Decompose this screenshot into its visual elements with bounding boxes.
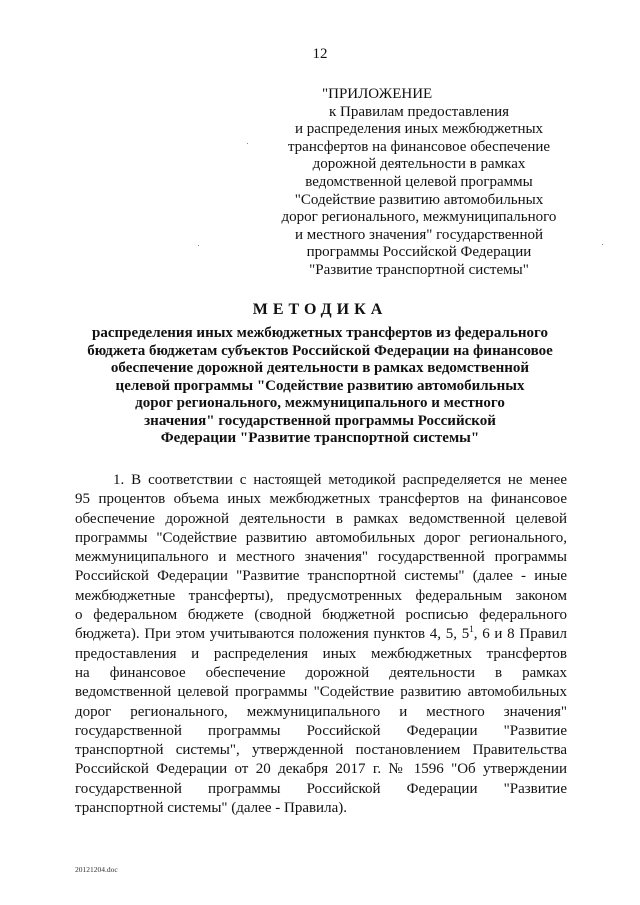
superscript: 1: [469, 624, 474, 635]
appendix-header: [264, 86, 574, 280]
appendix-line: к Правилам предоставления: [328, 103, 510, 120]
body-line: ведомственной целевой программы "Содействие развитию автомобильных: [75, 684, 567, 701]
body-line-text: , 6 и 8 Правил: [473, 626, 567, 643]
subtitle-line: распределения иных межбюджетных трансфертов из федерального: [92, 325, 548, 341]
body-paragraph-1: [75, 471, 567, 818]
scan-speck: [602, 244, 603, 245]
scan-speck: [198, 245, 199, 246]
scan-speck: [247, 143, 248, 144]
body-line: обеспечение дорожной деятельности в рамках ведомственной целевой: [75, 510, 567, 527]
footer-file-code: 20121204.doc: [75, 865, 118, 874]
body-line: 1. В соответствии с настоящей методикой распределяется не менее: [113, 472, 567, 488]
document-title: МЕТОДИКА: [252, 301, 388, 318]
body-line: государственной программы Российской Федерации "Развитие: [75, 722, 567, 739]
body-line-text: бюджета). При этом учитываются положения пунктов 4, 5, 5: [75, 626, 470, 643]
subtitle-line: целевой программы "Содействие развитию автомобильных: [115, 377, 525, 394]
appendix-line: дорожной деятельности в рамках: [312, 156, 526, 173]
body-line: [75, 625, 567, 644]
body-line: транспортной системы", утвержденной постановлением Правительства: [75, 742, 567, 759]
body-line: межмуниципального и местного значения" государственной программы: [75, 549, 567, 566]
body-line: программы "Содействие развитию автомобильных дорог регионального,: [75, 529, 567, 546]
subtitle-line: Федерации "Развитие транспортной системы": [160, 430, 480, 446]
appendix-line: программы Российской Федерации: [306, 244, 532, 261]
appendix-line: "Содействие развитию автомобильных: [294, 191, 544, 208]
subtitle-line: дорог регионального, межмуниципального и местного: [135, 395, 505, 411]
body-line: межбюджетные трансферты), предусмотренных федеральным законом: [75, 587, 567, 604]
subtitle-line: бюджета бюджетам субъектов Российской Федерации на финансовое: [87, 342, 553, 359]
page-number: 12: [312, 46, 328, 62]
appendix-line: "Развитие транспортной системы": [309, 261, 529, 278]
appendix-line: ведомственной целевой программы: [305, 173, 533, 190]
body-line: о федеральном бюджете (сводной бюджетной росписью федерального: [75, 607, 567, 624]
appendix-title: "ПРИЛОЖЕНИЕ: [322, 86, 433, 102]
subtitle-line: значения" государственной программы Российской: [144, 412, 496, 429]
body-line: государственной программы Российской Федерации "Развитие: [75, 780, 567, 797]
subtitle-line: обеспечение дорожной деятельности в рамках ведомственной: [110, 360, 530, 376]
body-line: Российской Федерации "Развитие транспортной системы" (далее - иные: [75, 568, 567, 585]
document-subtitle: [60, 325, 580, 448]
appendix-line: и местного значения" государственной: [294, 226, 543, 243]
appendix-line: дорог регионального, межмуниципального: [281, 209, 557, 226]
body-line: на финансовое обеспечение дорожной деятельности в рамках: [75, 664, 567, 681]
body-line: предоставления и распределения иных межбюджетных трансфертов: [75, 645, 567, 662]
body-line: транспортной системы" (далее - Правила).: [75, 800, 347, 817]
appendix-line: трансфертов на финансовое обеспечение: [287, 138, 551, 155]
body-line: 95 процентов объема иных межбюджетных трансфертов на финансовое: [75, 491, 567, 508]
body-line: дорог регионального, межмуниципального и местного значения": [75, 703, 567, 720]
body-line: Российской Федерации от 20 декабря 2017 г. № 1596 "Об утверждении: [75, 761, 567, 778]
appendix-line: и распределения иных межбюджетных: [294, 121, 544, 138]
